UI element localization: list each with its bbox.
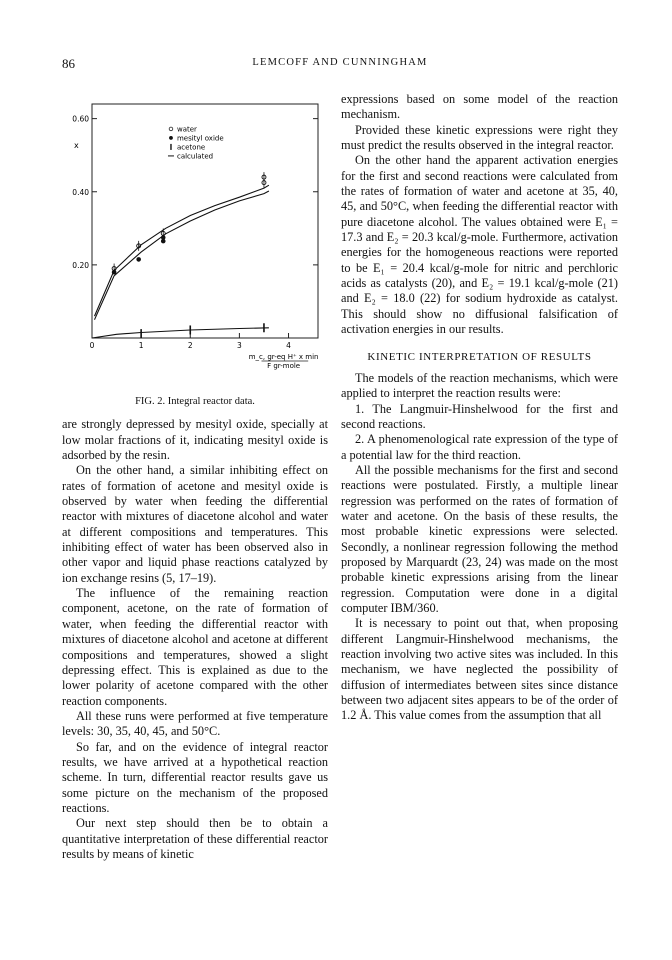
- figure-integral-reactor: [62, 92, 328, 392]
- y-tick-label: 0.20: [72, 260, 89, 270]
- legend-marker-water: [169, 127, 173, 131]
- x-tick-label: 4: [286, 341, 291, 350]
- x-tick-label: 2: [187, 341, 193, 350]
- x-tick-label: 0: [89, 341, 95, 350]
- right-column: [341, 92, 618, 724]
- right-paragraph: 2. A phenomenological rate expression of the type of a potential law for the third reaction.: [341, 432, 618, 462]
- y-tick-label: 0.40: [72, 187, 89, 197]
- legend-label: calculated: [176, 152, 214, 161]
- page-header: [62, 56, 618, 74]
- left-paragraph: Our next step should then be to obtain a quantitative interpretation of these differential reactor results by means of kinetic: [62, 816, 328, 861]
- left-paragraph: The influence of the remaining reaction component, acetone, on the rate of formation of water, when feeding the differential reactor with mixtures of diacetone alcohol and acetone at different compositions and temperatures, showed a slight depressing effect. This is explained as due to the lower polarity of acetone compared with the other reaction components.: [62, 586, 328, 708]
- figure-caption: FIG. 2. Integral reactor data.: [135, 396, 255, 407]
- right-paragraph: On the other hand the apparent activation energies for the first and second reactions were calculated from the rates of formation of water and acetone at 35, 40, 45, and 50°C, when feeding the differential reactor with pure diacetone alcohol. The values obtained were E₁ = 17.3 and E₂ = 20.3 kcal/g-mole. Furthermore, activation energies for the homogeneous reactions were reported to be E₁ = 20.4 kcal/g-mole for nitric and perchloric acids as catalysts (20), and E₂ = 19.1 kcal/g-mole (21) and E₂ = 18.0 (22) for sodium hydroxide as catalyst. This should show no diffusional falsification of activation energies in our results.: [341, 153, 618, 337]
- page-number: 86: [62, 56, 75, 71]
- legend-label: water: [176, 125, 197, 134]
- left-paragraph: All these runs were performed at five temperature levels: 30, 35, 40, 45, and 50°C.: [62, 708, 328, 739]
- right-paragraph: Provided these kinetic expressions were right they must predict the results observed in the integral reactor.: [341, 122, 618, 153]
- section-heading: KINETIC INTERPRETATION OF RESULTS: [367, 350, 592, 363]
- right-paragraph: All the possible mechanisms for the first and second reactions were postulated. Firstly, a multiple linear regression was performed on the rates of formation of water and acetone. On the basis of these results, the most probable kinetic expressions were selected. Secondly, a nonlinear regression following the method proposed by Marquardt (23, 24) was made on the most probable kinetic expressions arising from the linear regression. Computation were done in a digital computer IBM/360.: [341, 462, 618, 615]
- right-paragraph: The models of the reaction mechanisms, which were applied to interpret the reaction results were:: [341, 370, 618, 401]
- integral-reactor-chart: [62, 92, 328, 392]
- mesityl-oxide-point: [136, 257, 141, 262]
- legend-label: mesityl oxide: [176, 134, 224, 143]
- left-paragraph: On the other hand, a similar inhibiting effect on rates of formation of acetone and mesityl oxide is observed by water when feeding the differential reactor with mixtures of diacetone alcohol and water at different compositions and temperatures. This inhibiting effect of water has been observed also in other vapor and liquid phase reactions catalyzed by ion exchange resins (5, 17–19).: [62, 463, 328, 585]
- legend-label: acetone: [176, 143, 206, 152]
- y-tick-label: 0.60: [72, 114, 89, 124]
- right-paragraph: It is necessary to point out that, when proposing different Langmuir-Hinshelwood mechanisms, the reaction involving two active sites was included. In this mechanism, we have neglected the possibility of diffusion of intermediates between sites since distance between two adjacent sites appears to be of the order of 1.2 Å. This value comes from the assumption that all: [341, 616, 618, 723]
- x-tick-label: 3: [237, 341, 242, 350]
- x-axis-label: F gr-mole: [267, 362, 301, 370]
- legend-marker-mesityl-oxide: [169, 136, 173, 140]
- x-tick-label: 1: [138, 341, 144, 350]
- x-axis-label: m_c, gr-eq H⁺ x min: [248, 353, 319, 361]
- calculated-curve: [95, 191, 269, 320]
- left-paragraph: So far, and on the evidence of integral reactor results, we have arrived at a hypothetical reaction scheme. In turn, differential reactor results gave us some picture on the mechanism of the proposed reactions.: [62, 739, 328, 815]
- left-column: [62, 92, 328, 862]
- calculated-curve: [95, 185, 269, 316]
- running-title: LEMCOFF AND CUNNINGHAM: [252, 57, 428, 68]
- calculated-curve: [92, 328, 269, 338]
- right-paragraph: 1. The Langmuir-Hinshelwood for the first and second reactions.: [341, 401, 618, 431]
- y-axis-label: x: [74, 140, 79, 150]
- left-paragraph: are strongly depressed by mesityl oxide, specially at low molar fractions of it, indicating mesityl oxide is adsorbed by the resin.: [62, 417, 328, 463]
- right-paragraph: expressions based on some model of the reaction mechanism.: [341, 92, 618, 122]
